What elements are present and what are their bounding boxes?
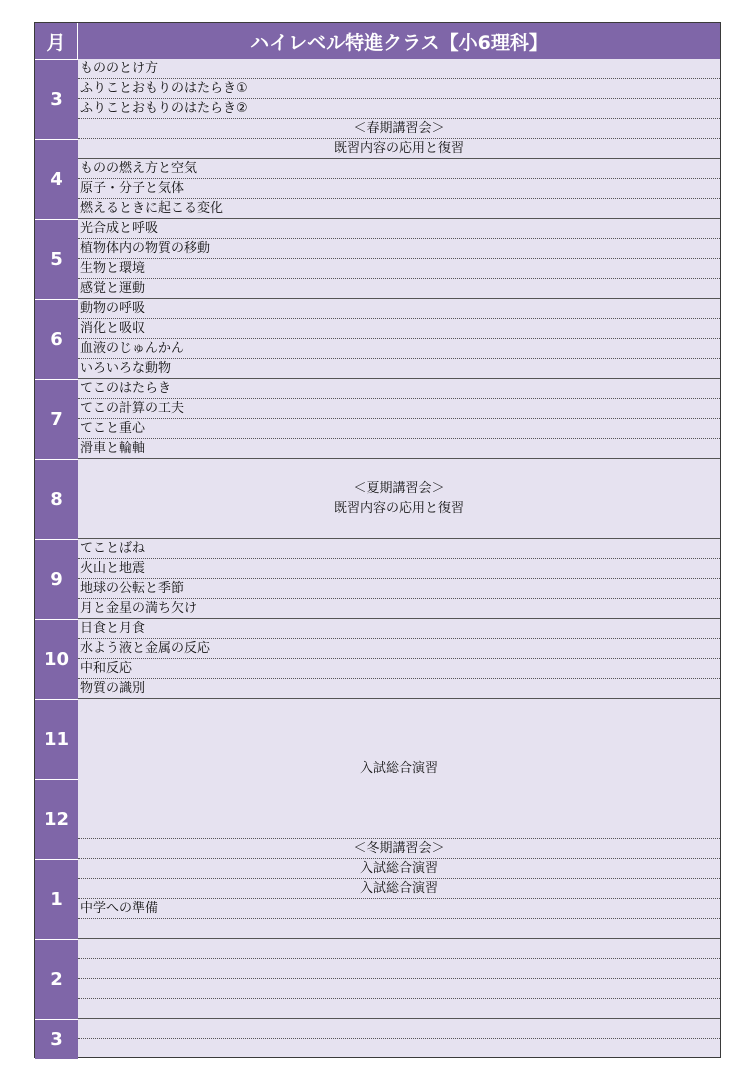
- lesson-row: 入試総合演習: [78, 879, 720, 899]
- lesson-row: 原子・分子と気体: [78, 179, 720, 199]
- lesson-row: 水よう液と金属の反応: [78, 639, 720, 659]
- lesson-row: 火山と地震: [78, 559, 720, 579]
- lesson-row: 地球の公転と季節: [78, 579, 720, 599]
- lesson-row: てこと重心: [78, 419, 720, 439]
- lesson-row: てこの計算の工夫: [78, 399, 720, 419]
- table-title: ハイレベル特進クラス【小6理科】: [78, 23, 720, 59]
- lesson-row: もののとけ方: [78, 59, 720, 79]
- month-cell: 7: [35, 379, 78, 459]
- lesson-row: 中学への準備: [78, 899, 720, 919]
- lesson-row: 燃えるときに起こる変化: [78, 199, 720, 219]
- empty-row: [78, 919, 720, 939]
- lesson-row: 日食と月食: [78, 619, 720, 639]
- month-cell: 4: [35, 139, 78, 219]
- month-cell: 2: [35, 939, 78, 1019]
- curriculum-table: [34, 22, 721, 1058]
- exam-practice-label: 入試総合演習: [359, 760, 438, 776]
- month-cell: 8: [35, 459, 78, 539]
- empty-row: [78, 979, 720, 999]
- summer-course-block: [78, 459, 720, 539]
- lesson-row: 感覚と運動: [78, 279, 720, 299]
- summer-course-desc: 既習内容の応用と復習: [333, 500, 464, 516]
- lesson-row: ふりことおもりのはたらき②: [78, 99, 720, 119]
- lesson-row: 入試総合演習: [78, 859, 720, 879]
- lesson-row: 血液のじゅんかん: [78, 339, 720, 359]
- month-cell: 11: [35, 699, 78, 779]
- month-cell: 10: [35, 619, 78, 699]
- lesson-row: 生物と環境: [78, 259, 720, 279]
- lesson-row: 植物体内の物質の移動: [78, 239, 720, 259]
- lesson-row: ＜春期講習会＞: [78, 119, 720, 139]
- month-cell: 6: [35, 299, 78, 379]
- lesson-row: いろいろな動物: [78, 359, 720, 379]
- month-cell: 3: [35, 1019, 78, 1059]
- lesson-row: ＜冬期講習会＞: [78, 839, 720, 859]
- exam-practice-block: [78, 699, 720, 839]
- month-cell: 5: [35, 219, 78, 299]
- month-header: 月: [35, 23, 78, 59]
- lesson-row: ものの燃え方と空気: [78, 159, 720, 179]
- lesson-row: てことばね: [78, 539, 720, 559]
- month-column: [35, 59, 78, 1057]
- lesson-row: 物質の識別: [78, 679, 720, 699]
- lesson-row: 中和反応: [78, 659, 720, 679]
- empty-row: [78, 1039, 720, 1059]
- month-cell: 3: [35, 59, 78, 139]
- empty-row: [78, 959, 720, 979]
- empty-row: [78, 999, 720, 1019]
- lesson-row: 既習内容の応用と復習: [78, 139, 720, 159]
- lesson-row: 滑車と輪軸: [78, 439, 720, 459]
- empty-row: [78, 1019, 720, 1039]
- lesson-row: 動物の呼吸: [78, 299, 720, 319]
- lesson-row: 消化と吸収: [78, 319, 720, 339]
- lesson-row: 光合成と呼吸: [78, 219, 720, 239]
- lesson-row: ふりことおもりのはたらき①: [78, 79, 720, 99]
- summer-course-title: ＜夏期講習会＞: [353, 480, 445, 496]
- month-cell: 9: [35, 539, 78, 619]
- lesson-rows: [78, 59, 720, 1057]
- lesson-row: 月と金星の満ち欠け: [78, 599, 720, 619]
- month-cell: 12: [35, 779, 78, 859]
- empty-row: [78, 939, 720, 959]
- month-cell: 1: [35, 859, 78, 939]
- lesson-row: てこのはたらき: [78, 379, 720, 399]
